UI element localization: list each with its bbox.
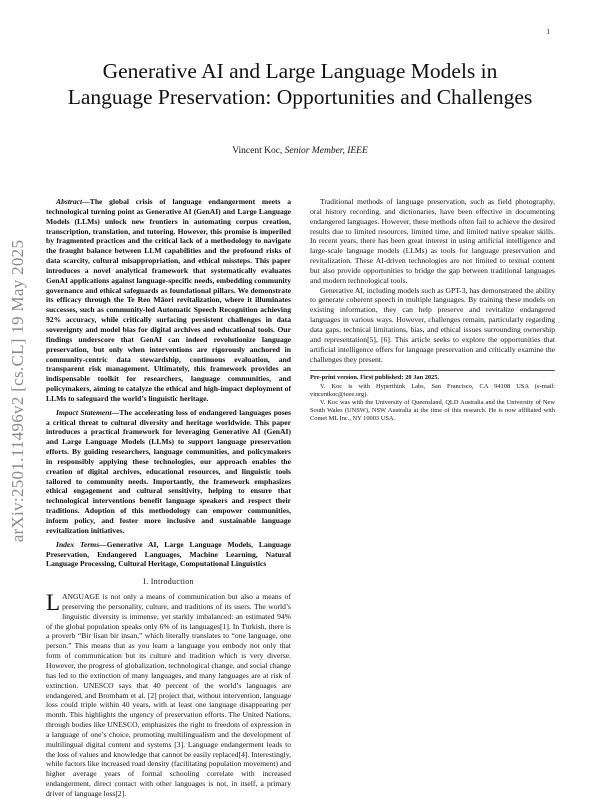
arxiv-stamp-text: arXiv:2501.11496v2 [cs.CL] 19 May 2025	[8, 239, 27, 543]
index-terms: Index Terms—Generative AI, Large Language Models, Language Preservation, Endangered Languages, Machine Learning, Natural Language Processing, Cultural Heritage, Computational Linguistics	[46, 539, 291, 569]
index-terms-label: Index Terms	[56, 539, 100, 549]
page-number: 1	[546, 28, 550, 36]
section-title: Introduction	[150, 577, 194, 587]
left-column	[46, 197, 291, 798]
author-line	[60, 146, 540, 156]
abstract-label: Abstract	[56, 197, 83, 206]
abstract: Abstract—The global crisis of language endangerment meets a technological turning point as Generative AI (GenAI) and Large Language Models (LLMs) unlock new frontiers in automating corpus creation, transcription, translation, and tutoring. However, this promise is imperiled by fragmented practices and the critical lack of a methodology to navigate the fraught balance between LLM capabilities and the profound risks of data scarcity, cultural misappropriation, and ethical missteps. This paper introduces a novel analytical framework that systematically evaluates GenAI applications against language-specific needs, embedding community governance and ethical safeguards as foundational pillars. We demonstrate its efficacy through the Te Reo Māori revitalization, where it illuminates successes, such as community-led Automatic Speech Recognition achieving 92% accuracy, while critically surfacing persistent challenges in data sovereignty and model bias for digital archives and educational tools. Our findings underscore that GenAI can indeed revolutionize language preservation, but only when interventions are rigorously anchored in community-centric data stewardship, continuous evaluation, and transparent risk management. Ultimately, this framework provides an indispensable toolkit for researchers, language communities, and policymakers, aiming to catalyze the ethical and high-impact deployment of LLMs to safeguard the world’s linguistic heritage.	[46, 197, 291, 403]
footnotes	[310, 370, 555, 423]
footnote-preprint: Pre-print version. First published: 20 Jan 2025.	[310, 374, 440, 382]
intro-paragraph-1	[46, 592, 291, 799]
section-number: I.	[143, 577, 149, 587]
author-role: Senior Member, IEEE	[284, 146, 368, 156]
paper-title: Generative AI and Large Language Models in Language Preservation: Opportunities and Challenges	[67, 59, 533, 109]
intro-first-paragraph: is not only a means of communication but also a means of preserving the personality, culture, and traditions of its users. The world’s linguistic diversity is immense, yet starkly imbalanced: an estimated 94% of the global population speaks only 6% of its languages[1]. In Turkish, there is a proverb “Bir lisan bir insan,” which literally translates to “one language, one person.” This means that as you learn a language you embody not only that form of communication but its culture and tradition which is very diverse. However, the progress of globalization, technological change, and social change has led to the extinction of many languages, and many languages are at risk of extinction. UNESCO says that 40 percent of the world’s languages are endangered, and Bromham et al. [2] project that, without intervention, language loss could triple within 40 years, with at least one language disappearing per month. This highlights the urgency of preservation efforts. The United Nations, through bodies like UNESCO, emphasizes the right to freedom of expression in a language of one’s choice, promoting multilingualism and the development of multilingual digital content and systems [3]. Language endangerment leads to the loss of values and knowledge that cannot be easily replaced[4]. Interestingly, while factors like increased road density (facilitating population movement) and higher average years of formal schooling correlate with increased endangerment, direct contact with other languages is not, in itself, a primary driver of language loss[2].	[46, 592, 291, 798]
impact-text: The accelerating loss of endangered languages poses a critical threat to cultural diversity and heritage worldwide. This paper introduces a practical framework for leveraging Generative AI (GenAI) and Large Language Models (LLMs) to support language preservation efforts. By guiding researchers, language communities, and policymakers in responsibly applying these technologies, our approach enables the creation of digital archives, educational resources, and linguistic tools tailored to community needs. Importantly, the framework emphasizes ethical engagement and cultural sensitivity, helping to ensure that technological interventions benefit language speakers and respect their traditions. Adoption of this methodology can empower communities, inform policy, and foster more inclusive and sustainable language revitalization initiatives.	[46, 407, 291, 535]
intro-paragraph-3: Generative AI, including models such as GPT-3, has demonstrated the ability to generate coherent speech in multiple languages. By training these models on existing information, they can help preserve and revitalize endangered languages in various ways. However, challenges remain, particularly regarding data gaps, technical limitations, bias, and ethical issues surrounding ownership and representation[5], [6]. This article seeks to explore the opportunities that artificial intelligence offers for language preservation and critically examine the challenges they present.	[310, 285, 555, 364]
index-terms-text: Generative AI, Large Language Models, Language Preservation, Endangered Languages, Machine Learning, Natural Language Processing, Cultural Heritage, Computational Linguistics	[46, 539, 291, 569]
abstract-text: The global crisis of language endangerment meets a technological turning point as Generative AI (GenAI) and Large Language Models (LLMs) unlock new frontiers in automating corpus creation, transcription, translation, and tutoring. However, this promise is imperiled by fragmented practices and the critical lack of a methodology to navigate the fraught balance between LLM capabilities and the profound risks of data scarcity, cultural misappropriation, and ethical missteps. This paper introduces a novel analytical framework that systematically evaluates GenAI applications against language-specific needs, embedding community governance and ethical safeguards as foundational pillars. We demonstrate its efficacy through the Te Reo Māori revitalization, where it illuminates successes, such as community-led Automatic Speech Recognition achieving 92% accuracy, while critically surfacing persistent challenges in data sovereignty and model bias for digital archives and educational tools. Our findings underscore that GenAI can indeed revolutionize language preservation, but only when interventions are rigorously anchored in community-centric data stewardship, continuous evaluation, and transparent risk management. Ultimately, this framework provides an indispensable toolkit for researchers, language communities, and policymakers, aiming to catalyze the ethical and high-impact deployment of LLMs to safeguard the world’s linguistic heritage.	[46, 197, 291, 403]
footnote-affiliation-1: V. Koc is with Hyperthink Labs, San Francisco, CA 94108 USA (e-mail: vincentkoc@ieee.org).	[310, 382, 555, 398]
lead-word: ANGUAGE	[62, 592, 100, 602]
intro-paragraph-2: Traditional methods of language preservation, such as field photography, oral history recording, and dictionaries, have been effective in documenting endangered languages. However, these methods often fail to achieve the desired results due to limited resources, limited time, and limited native speaker skills. In recent years, there has been great interest in using artificial intelligence and large-scale language models (LLMs) as tools for language preservation and revitalization. These AI-driven technologies are not limited to textual content but also provide opportunities to bridge the gap between traditional languages and modern technological tools.	[310, 197, 555, 285]
impact-statement: Impact Statement—The accelerating loss of endangered languages poses a critical threat to cultural diversity and heritage worldwide. This paper introduces a practical framework for leveraging Generative AI (GenAI) and Large Language Models (LLMs) to support language preservation efforts. By guiding researchers, language communities, and policymakers in responsibly applying these technologies, our approach enables the creation of digital archives, educational resources, and linguistic tools tailored to community needs. Importantly, the framework emphasizes ethical engagement and cultural sensitivity, helping to ensure that technological interventions benefit language speakers and respect their traditions. Adoption of this methodology can empower communities, inform policy, and foster more inclusive and sustainable language revitalization initiatives.	[46, 407, 291, 535]
footnote-affiliation-2: V. Koc was with the University of Queensland, QLD Australia and the University of New South Wales (UNSW), NSW Australia at the time of this research. He is now affiliated with Comet ML Inc., NY 10003 USA.	[310, 398, 555, 423]
right-column	[310, 197, 555, 763]
arxiv-stamp	[4, 206, 32, 576]
section-heading	[46, 577, 291, 587]
author-name: Vincent Koc,	[232, 146, 283, 156]
drop-cap: L	[46, 590, 61, 616]
impact-label: Impact Statement	[56, 407, 112, 417]
